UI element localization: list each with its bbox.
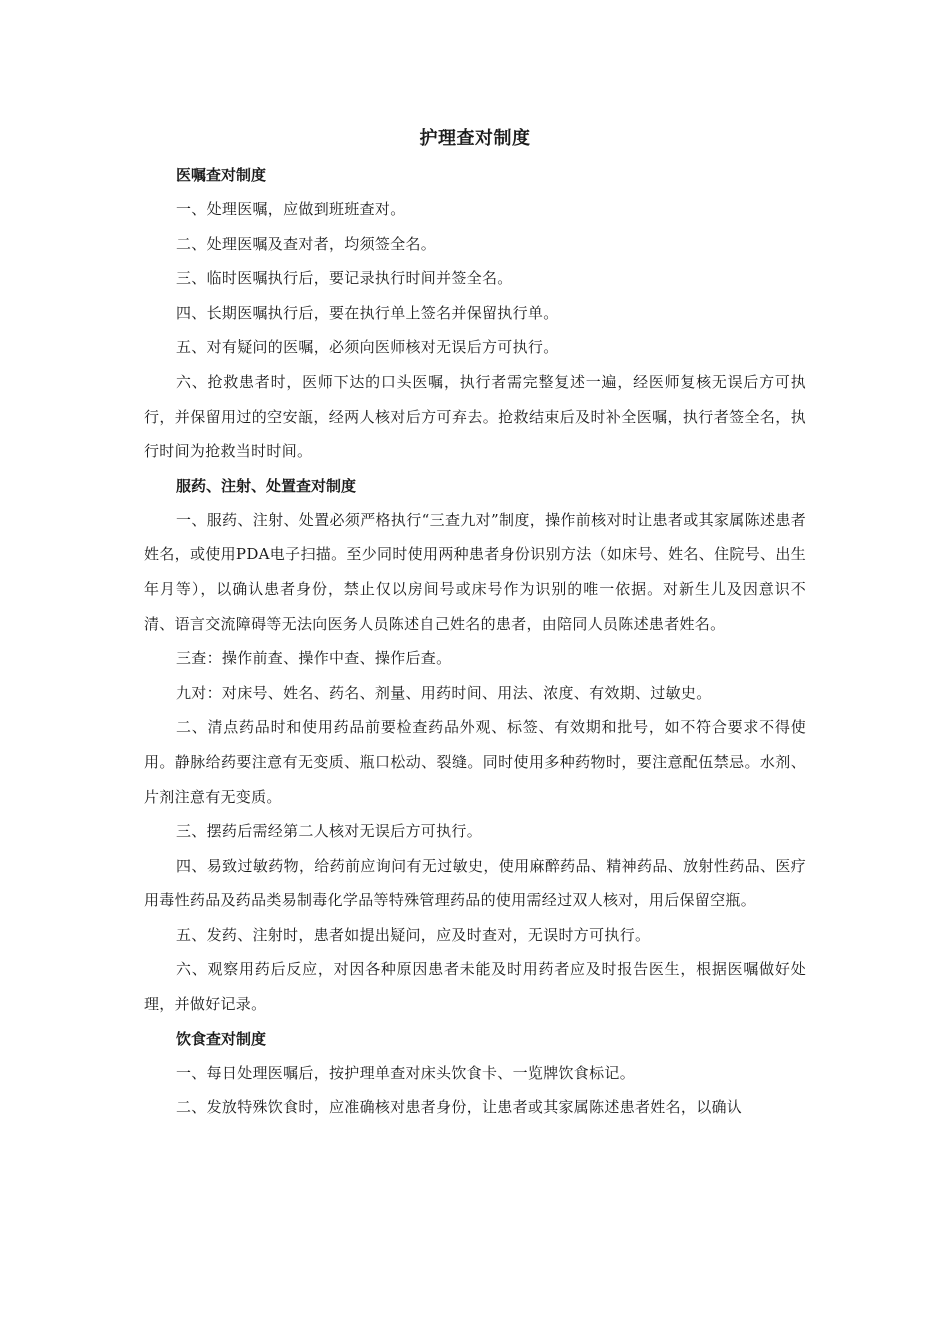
paragraph: 五、发药、注射时，患者如提出疑问，应及时查对，无误时方可执行。 (176, 925, 651, 944)
paragraph: 一、处理医嘱，应做到班班查对。 (176, 200, 406, 218)
section-heading-diet: 饮食查对制度 (176, 1029, 267, 1048)
paragraph: 四、长期医嘱执行后，要在执行单上签名并保留执行单。 (176, 303, 559, 322)
paragraph: 一、服药、注射、处置必须严格执行“三查九对”制度，操作前核对时让患者或其家属陈述患者姓名，或使用PDA电子扫描。至少同时使用两种患者身份识别方法（如床号、姓名、住院号、出生年月等），以确认患者身份，禁止仅以房间号或床号作为识别的唯一依据。对新生儿及因意识不清、语言交流障碍等无法向医务人员陈述自己姓名的患者，由陪同人员陈述患者姓名。 (144, 510, 806, 633)
paragraph: 二、清点药品时和使用药品前要检查药品外观、标签、有效期和批号，如不符合要求不得使用。静脉给药要注意有无变质、瓶口松动、裂缝。同时使用多种药物时，要注意配伍禁忌。水剂、片剂注意有无变质。 (144, 718, 806, 806)
document-title: 护理查对制度 (419, 128, 531, 149)
paragraph: 三、临时医嘱执行后，要记录执行时间并签全名。 (176, 269, 513, 288)
paragraph: 五、对有疑问的医嘱，必须向医师核对无误后方可执行。 (176, 338, 559, 357)
paragraph: 一、每日处理医嘱后，按护理单查对床头饮食卡、一览牌饮食标记。 (176, 1063, 636, 1082)
paragraph: 三、摆药后需经第二人核对无误后方可执行。 (176, 822, 483, 841)
paragraph: 二、发放特殊饮食时，应准确核对患者身份，让患者或其家属陈述患者姓名，以确认 (176, 1098, 743, 1117)
paragraph: 六、抢救患者时，医师下达的口头医嘱，执行者需完整复述一遍，经医师复核无误后方可执行，并保留用过的空安瓿，经两人核对后方可弃去。抢救结束后及时补全医嘱，执行者签全名，执行时间为抢救当时时间。 (144, 372, 806, 461)
paragraph: 二、处理医嘱及查对者，均须签全名。 (176, 234, 437, 253)
section-heading-medication: 服药、注射、处置查对制度 (176, 476, 357, 495)
document-page (144, 124, 806, 1125)
section-heading-doctor-orders: 医嘱查对制度 (176, 166, 267, 184)
paragraph: 三查：操作前查、操作中查、操作后查。 (176, 649, 452, 668)
paragraph: 四、易致过敏药物，给药前应询问有无过敏史，使用麻醉药品、精神药品、放射性药品、医疗用毒性药品及药品类易制毒化学品等特殊管理药品的使用需经过双人核对，用后保留空瓶。 (144, 856, 806, 910)
paragraph: 六、观察用药后反应，对因各种原因患者未能及时用药者应及时报告医生，根据医嘱做好处理，并做好记录。 (144, 960, 806, 1014)
paragraph: 九对：对床号、姓名、药名、剂量、用药时间、用法、浓度、有效期、过敏史。 (176, 683, 712, 702)
